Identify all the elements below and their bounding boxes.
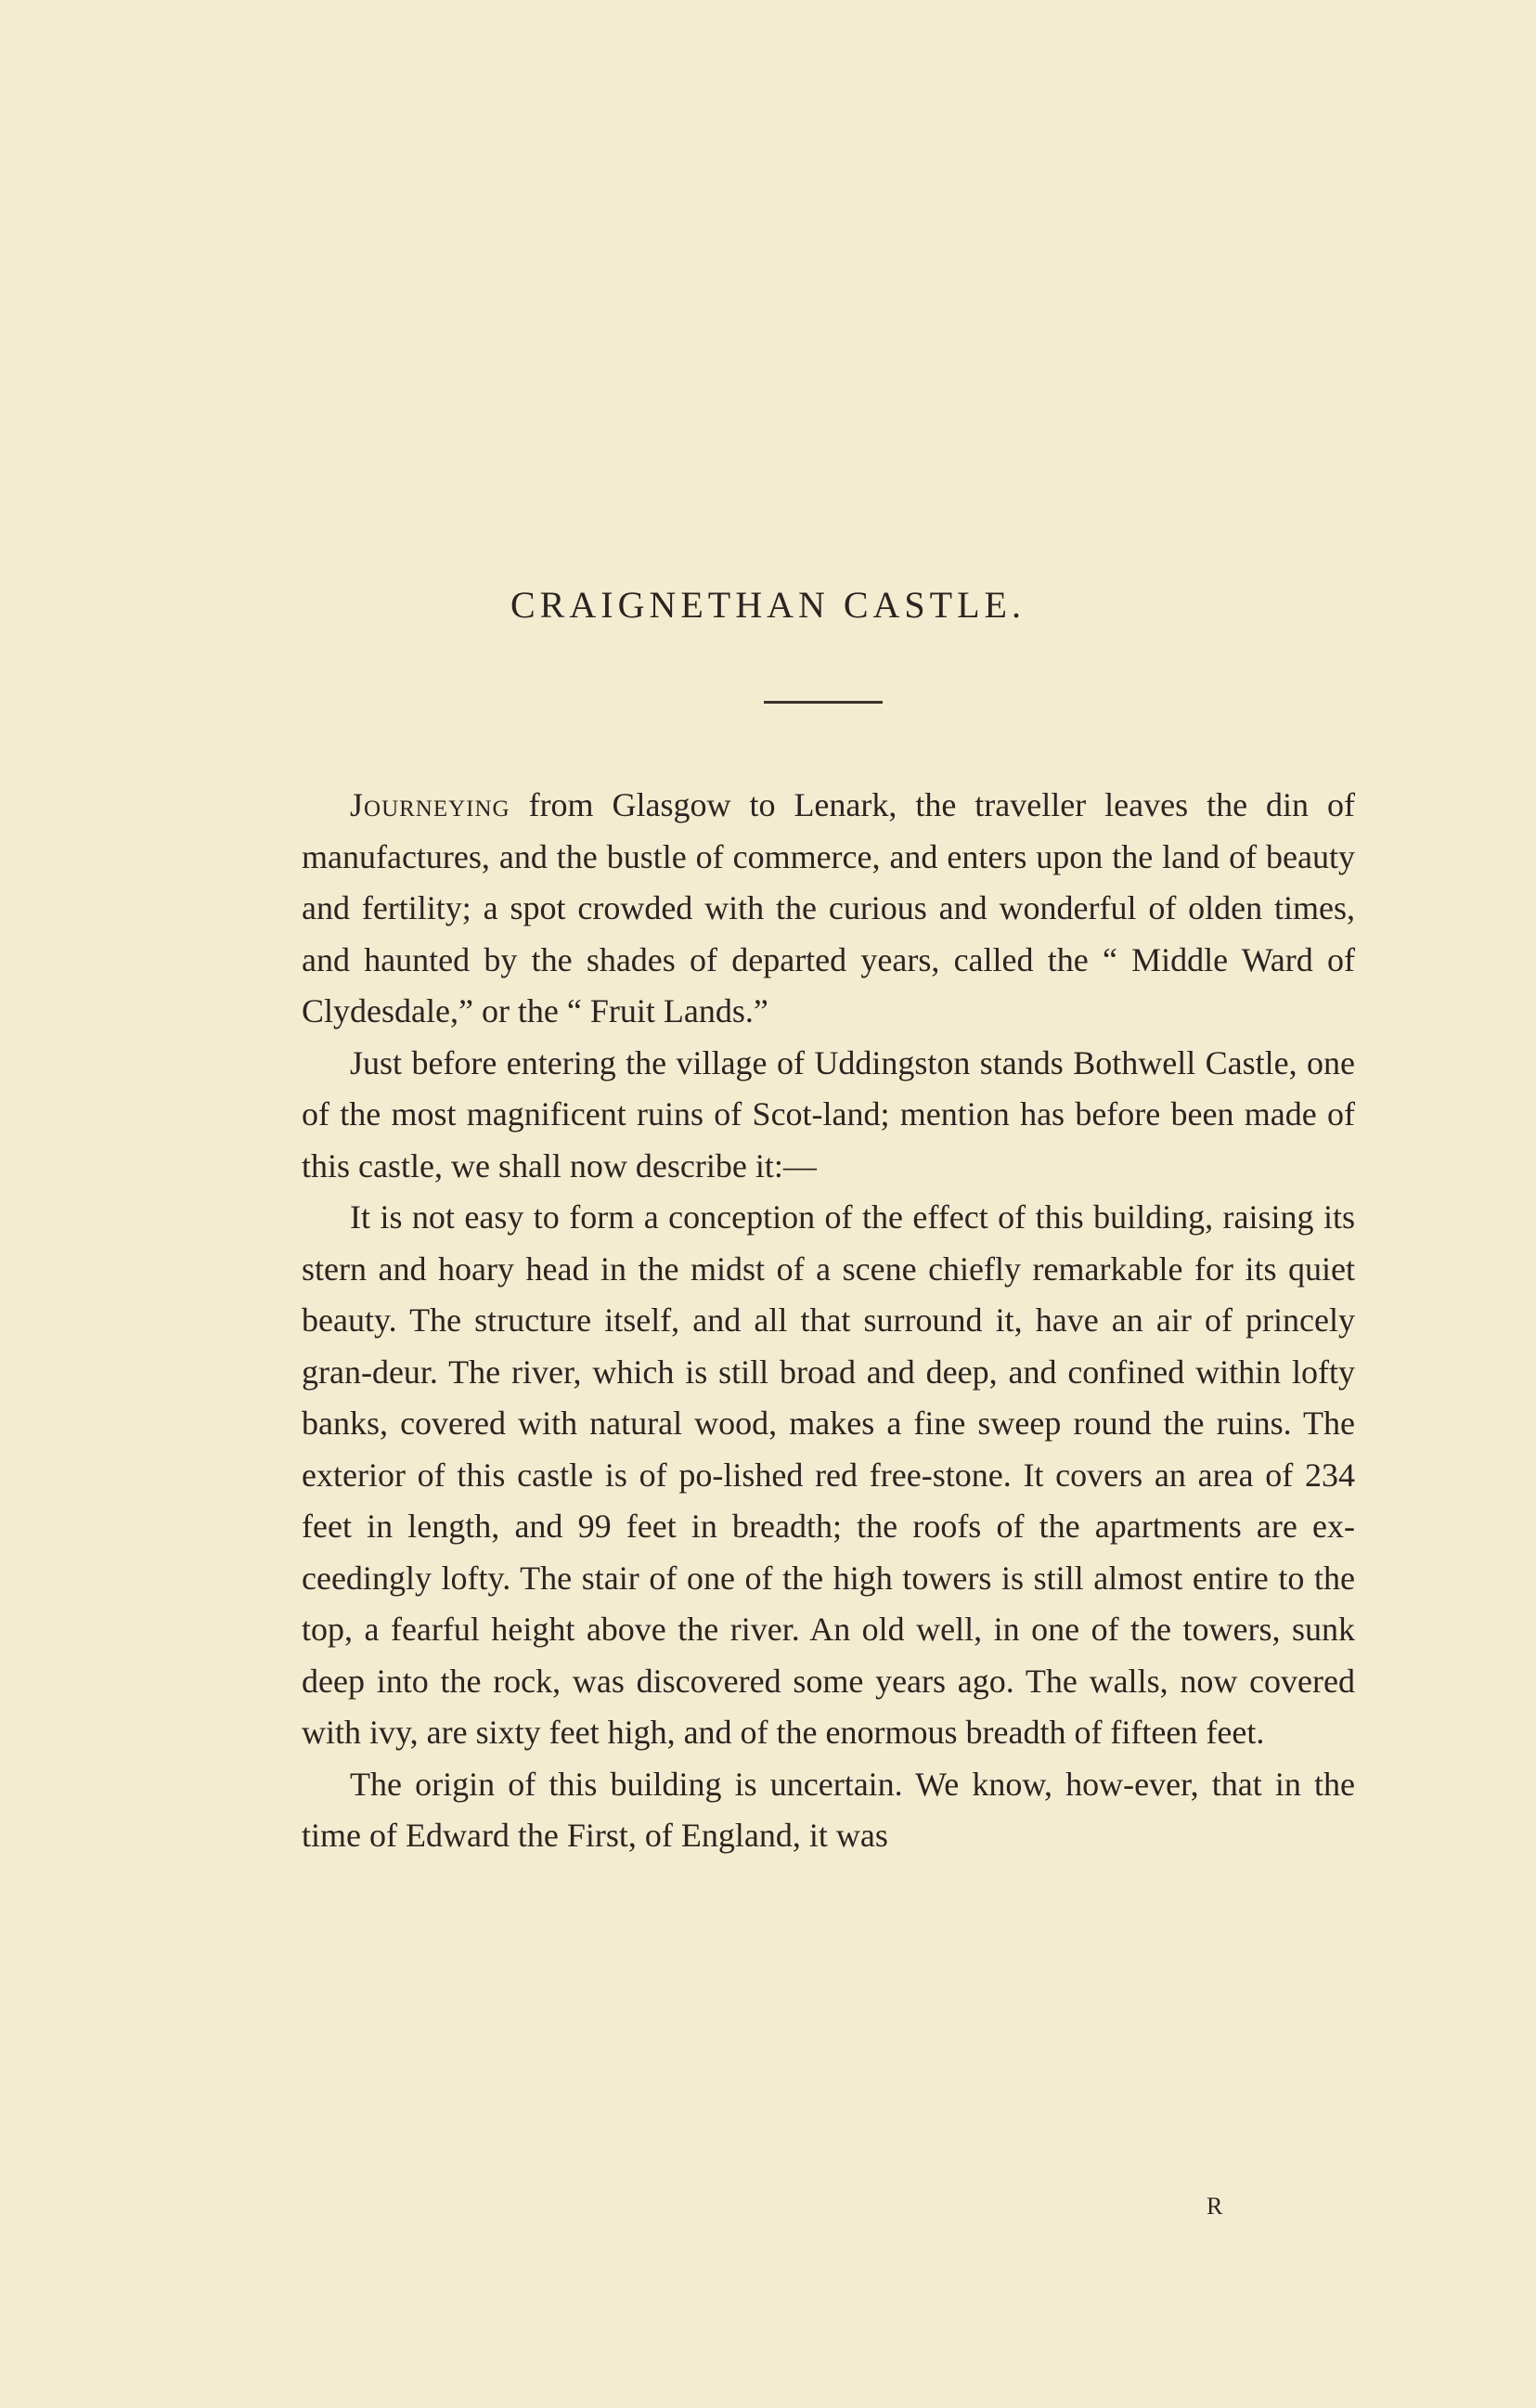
title-rule-divider: [764, 701, 883, 704]
paragraph-1-text: from Glasgow to Lenark, the traveller leaves the din of manufactures, and the bustle of commerce, and enters upon the land of beauty and fertility; a spot crowded with the curious and wonderful of olden times, and haunted by the shades of departed years, called the “ Middle Ward of Clydesdale,” or the “ Fruit Lands.”: [302, 786, 1355, 1029]
signature-mark: R: [1207, 2193, 1223, 2220]
page-title: CRAIGNETHAN CASTLE.: [510, 584, 1026, 626]
paragraph-3: It is not easy to form a conception of the effect of this building, raising its stern and hoary head in the midst of a scene chiefly remarkable for its quiet beauty. The structure itself, and all that surround it, have an air of princely gran-deur. The river, which is still broad and deep, and confined within lofty banks, covered with natural wood, makes a fine sweep round the ruins. The exterior of this castle is of po-lished red free-stone. It covers an area of 234 feet in length, and 99 feet in breadth; the roofs of the apartments are ex-ceedingly lofty. The stair of one of the high towers is still almost entire to the top, a fearful height above the river. An old well, in one of the towers, sunk deep into the rock, was discovered some years ago. The walls, now covered with ivy, are sixty feet high, and of the enormous breadth of fifteen feet.: [302, 1198, 1355, 1751]
paragraph-lead-word: Journeying: [350, 786, 510, 823]
paragraph-4: The origin of this building is uncertain. We know, how-ever, that in the time of Edward the First, of England, it was: [302, 1765, 1355, 1854]
paragraph-2: Just before entering the village of Uddingston stands Bothwell Castle, one of the most magnificent ruins of Scot-land; mention has before been made of this castle, we shall now describe it:—: [302, 1043, 1355, 1185]
body-text: [302, 780, 1355, 1862]
paragraph-1: [302, 780, 1355, 1038]
